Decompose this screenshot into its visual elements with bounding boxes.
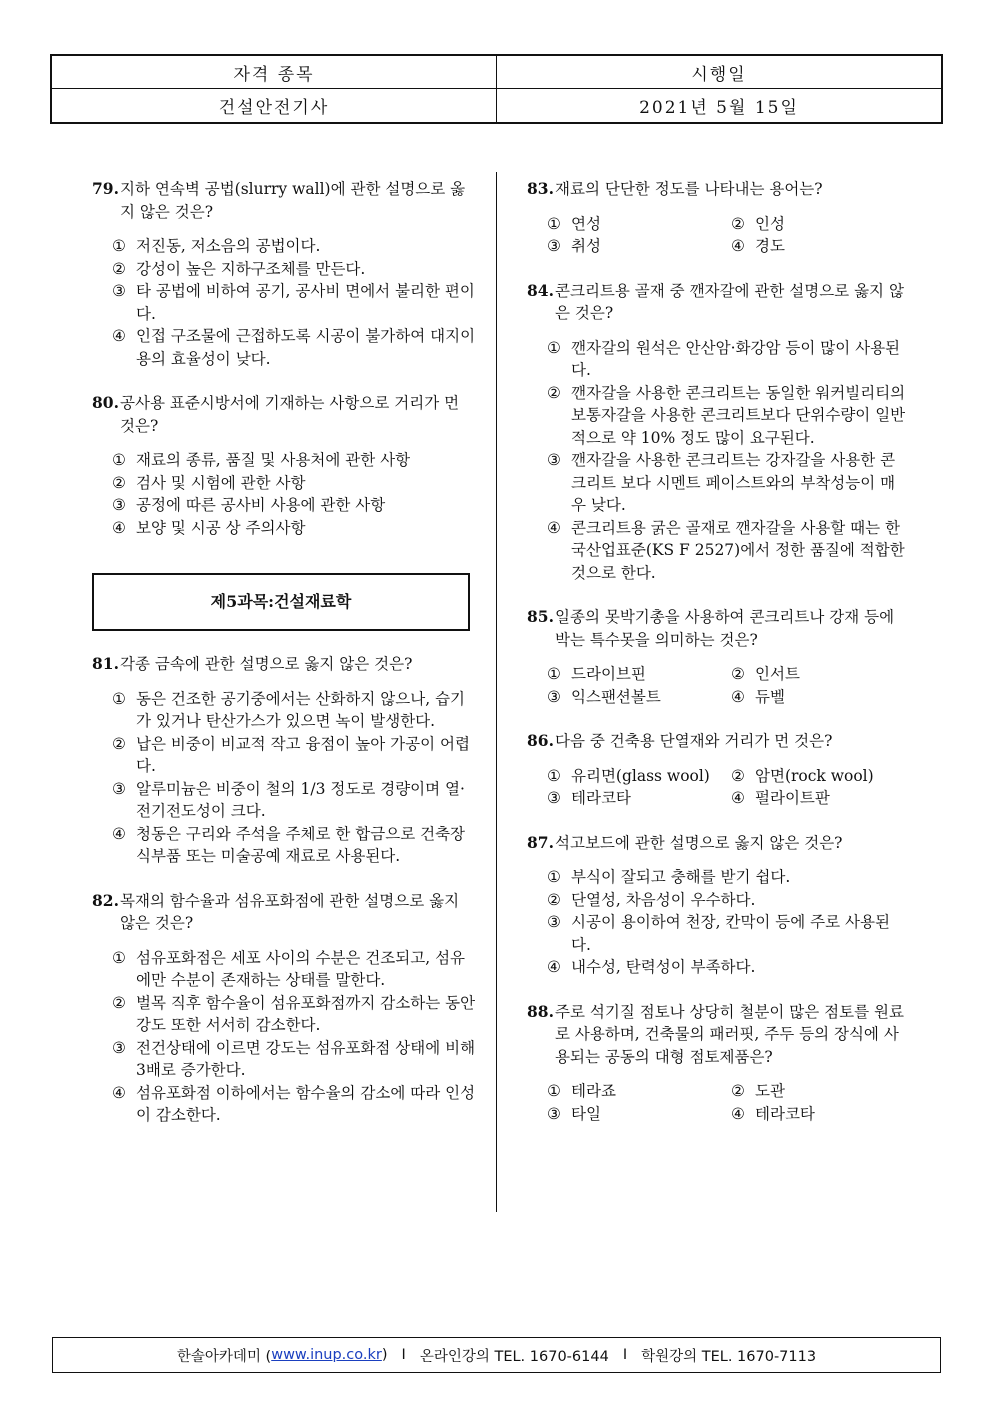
option-text: 도관 (755, 1082, 785, 1100)
option-text: 유리면(glass wool) (571, 766, 710, 785)
option-mark: ① (112, 451, 126, 469)
question-number: 85. (527, 607, 554, 626)
option-text: 인서트 (755, 665, 800, 683)
question-text: 재료의 단단한 정도를 나타내는 용어는? (555, 180, 823, 198)
option-text: 청동은 구리와 주석을 주체로 한 합금으로 건축장식부품 또는 미술공예 재료로 사용된다. (136, 824, 466, 865)
option (527, 449, 907, 517)
option-mark: ① (547, 868, 561, 886)
question-number: 79. (92, 179, 119, 198)
option-mark: ① (547, 766, 561, 785)
option-mark: ② (112, 993, 126, 1012)
question-number: 81. (92, 654, 119, 673)
option-mark: ① (112, 237, 126, 255)
option-mark: ④ (731, 1104, 745, 1123)
option (527, 337, 907, 382)
option-mark: ③ (547, 789, 561, 807)
option-mark: ④ (547, 958, 561, 976)
question-number: 80. (92, 393, 119, 412)
option-mark: ④ (731, 687, 745, 706)
question-number: 86. (527, 731, 554, 750)
option-mark: ③ (112, 282, 126, 300)
option (547, 213, 731, 236)
option-text: 저진동, 저소음의 공법이다. (136, 237, 321, 255)
option (527, 866, 907, 889)
question-number: 88. (527, 1001, 554, 1021)
option-mark: ④ (731, 789, 745, 807)
question-text: 공사용 표준시방서에 기재하는 사항으로 거리가 먼 것은? (120, 394, 460, 435)
date-header: 시행일 (497, 56, 941, 89)
option-mark: ④ (112, 518, 126, 537)
academy-lecture-phone: 학원강의 TEL. 1670-7113 (641, 1348, 817, 1365)
question-text: 다음 중 건축용 단열재와 거리가 먼 것은? (555, 732, 833, 750)
option (731, 787, 907, 810)
option-text: 납은 비중이 비교적 작고 융점이 높아 가공이 어렵다. (136, 734, 470, 775)
option-text: 깬자갈을 사용한 콘크리트는 동일한 워커빌리티의 보통자갈을 사용한 콘크리트보다 단위수량이 일반적으로 약 10% 정도 많이 요구된다. (571, 383, 906, 447)
option (527, 956, 907, 979)
exam-info-table (50, 54, 943, 124)
option-text: 단열성, 차음성이 우수하다. (571, 890, 756, 909)
option-mark: ③ (547, 1104, 561, 1123)
option-text: 경도 (755, 237, 785, 255)
question-83 (527, 178, 907, 258)
option (92, 778, 477, 823)
question-text: 각종 금속에 관한 설명으로 옳지 않은 것은? (120, 655, 413, 673)
question-text: 석고보드에 관한 설명으로 옳지 않은 것은? (555, 833, 843, 852)
option (92, 688, 477, 733)
option-text: 전건상태에 이르면 강도는 섬유포화점 상태에 비해 3배로 증가한다. (136, 1038, 476, 1079)
option-text: 드라이브핀 (571, 665, 646, 683)
option-text: 보양 및 시공 상 주의사항 (136, 518, 306, 537)
option-mark: ③ (112, 496, 126, 514)
option-text: 벌목 직후 함수율이 섬유포화점까지 감소하는 동안 강도 또한 서서히 감소한다. (136, 993, 476, 1034)
option (527, 517, 907, 585)
question-87 (527, 832, 907, 979)
option-mark: ② (731, 1082, 745, 1100)
option-text: 강성이 높은 지하구조체를 만든다. (136, 259, 366, 278)
footer-separator: I (401, 1347, 406, 1363)
question-81 (92, 653, 477, 868)
option (527, 382, 907, 450)
option-text: 깬자갈을 사용한 콘크리트는 강자갈을 사용한 콘크리트 보다 시멘트 페이스트와의 부착성능이 매우 낮다. (571, 451, 896, 514)
option-mark: ② (112, 473, 126, 492)
option-text: 콘크리트용 굵은 골재로 깬자갈을 사용할 때는 한국산업표준(KS F 2527)에서 정한 품질에 적합한 것으로 한다. (571, 518, 905, 582)
option-mark: ③ (547, 237, 561, 255)
question-text: 목재의 함수율과 섬유포화점에 관한 설명으로 옳지 않은 것은? (120, 891, 460, 932)
option-text: 섬유포화점 이하에서는 함수율의 감소에 따라 인성이 감소한다. (136, 1083, 476, 1124)
option (92, 235, 477, 258)
option (547, 787, 731, 810)
option-text: 연성 (571, 214, 601, 233)
option (92, 325, 477, 370)
option (92, 1037, 477, 1082)
option-mark: ③ (112, 779, 126, 798)
option-text: 인성 (755, 214, 785, 233)
academy-website-link[interactable]: www.inup.co.kr (271, 1347, 382, 1363)
section-title-box: 제5과목:건설재료학 (92, 573, 470, 631)
option (92, 449, 477, 472)
online-lecture-phone: 온라인강의 TEL. 1670-6144 (419, 1348, 609, 1365)
option-mark: ② (731, 766, 745, 785)
option-text: 동은 건조한 공기중에서는 산화하지 않으나, 습기가 있거나 탄산가스가 있으면 녹이 발생한다. (136, 689, 466, 730)
subject-value: 건설안전기사 (52, 89, 497, 122)
option-mark: ③ (112, 1038, 126, 1057)
option-text: 시공이 용이하여 천장, 칸막이 등에 주로 사용된다. (571, 913, 890, 954)
question-82 (92, 890, 477, 1127)
option (731, 1103, 907, 1126)
option (92, 258, 477, 281)
option-mark: ① (112, 689, 126, 708)
option (527, 889, 907, 912)
option (731, 235, 907, 258)
option (547, 1080, 731, 1103)
option-mark: ② (112, 259, 126, 278)
option-mark: ① (112, 948, 126, 967)
question-88 (527, 1001, 907, 1126)
option (92, 472, 477, 495)
option-mark: ④ (547, 518, 561, 537)
option-mark: ③ (547, 687, 561, 706)
footer-bar (52, 1337, 941, 1373)
option-text: 깬자갈의 원석은 안산암·화강암 등이 많이 사용된다. (571, 338, 901, 379)
question-86 (527, 730, 907, 810)
option-mark: ③ (547, 451, 561, 469)
option-text: 암면(rock wool) (755, 766, 874, 785)
option-text: 검사 및 시험에 관한 사항 (136, 473, 306, 492)
question-85 (527, 606, 907, 708)
option (731, 686, 907, 709)
option (92, 992, 477, 1037)
option-text: 취성 (571, 237, 601, 255)
option-mark: ① (547, 1082, 561, 1100)
option (92, 494, 477, 517)
option (92, 280, 477, 325)
footer-separator: I (622, 1347, 628, 1363)
option (547, 1103, 731, 1126)
option (731, 765, 907, 788)
option-mark: ② (731, 665, 745, 683)
option-text: 알루미늄은 비중이 철의 1/3 정도로 경량이며 열·전기전도성이 크다. (136, 779, 465, 820)
option-mark: ④ (112, 1083, 126, 1102)
subject-header: 자격 종목 (52, 56, 497, 89)
left-column (92, 178, 477, 1149)
option-mark: ④ (112, 327, 126, 345)
question-text: 지하 연속벽 공법(slurry wall)에 관한 설명으로 옳지 않은 것은? (120, 180, 466, 221)
option-mark: ② (731, 214, 745, 233)
option-mark: ③ (547, 913, 561, 931)
academy-name-close: ) (381, 1347, 388, 1363)
option (731, 1080, 907, 1103)
option (92, 517, 477, 540)
option-text: 섬유포화점은 세포 사이의 수분은 건조되고, 섬유에만 수분이 존재하는 상태를 말한다. (136, 948, 466, 989)
option-text: 인접 구조물에 근접하도록 시공이 불가하여 대지이용의 효율성이 낮다. (136, 327, 476, 368)
option (92, 733, 477, 778)
date-value: 2021년 5월 15일 (639, 98, 799, 118)
option-text: 타일 (571, 1104, 601, 1123)
option (731, 213, 907, 236)
option (731, 663, 907, 686)
option-mark: ① (547, 338, 561, 357)
question-80 (92, 392, 477, 539)
option-text: 타 공법에 비하여 공기, 공사비 면에서 불리한 편이다. (136, 282, 475, 323)
option-mark: ② (112, 734, 126, 753)
right-column (527, 178, 907, 1147)
question-text: 콘크리트용 골재 중 깬자갈에 관한 설명으로 옳지 않은 것은? (555, 281, 904, 322)
option (527, 911, 907, 956)
question-text: 주로 석기질 점토나 상당히 철분이 많은 점토를 원료로 사용하며, 건축물의 패러핏, 주두 등의 장식에 사용되는 공동의 대형 점토제품은? (555, 1002, 904, 1066)
option-mark: ② (547, 383, 561, 402)
option-mark: ① (547, 214, 561, 233)
option (92, 1082, 477, 1127)
option-text: 테라코타 (755, 1104, 815, 1123)
option (547, 663, 731, 686)
option (92, 947, 477, 992)
option-mark: ④ (731, 237, 745, 255)
option (547, 686, 731, 709)
question-number: 82. (92, 890, 119, 910)
option (547, 235, 731, 258)
question-79 (92, 178, 477, 370)
option-text: 듀벨 (755, 687, 785, 706)
option-text: 익스팬션볼트 (571, 687, 661, 706)
question-text: 일종의 못박기총을 사용하여 콘크리트나 강재 등에 박는 특수못을 의미하는 것은? (555, 608, 895, 649)
option-mark: ④ (112, 824, 126, 843)
option-mark: ② (547, 890, 561, 909)
question-84 (527, 280, 907, 585)
column-divider (496, 172, 497, 1212)
option-mark: ① (547, 665, 561, 683)
option-text: 테라코타 (571, 789, 631, 807)
option (92, 823, 477, 868)
option (547, 765, 731, 788)
option-text: 공정에 따른 공사비 사용에 관한 사항 (136, 496, 386, 514)
option-text: 내수성, 탄력성이 부족하다. (571, 958, 756, 976)
option-text: 재료의 종류, 품질 및 사용처에 관한 사항 (136, 451, 411, 469)
question-number: 84. (527, 280, 554, 300)
option-text: 테라죠 (571, 1082, 616, 1100)
academy-name: 한솔아카데미 ( (176, 1348, 272, 1365)
option-text: 부식이 잘되고 충해를 받기 쉽다. (571, 868, 791, 886)
option-text: 펄라이트판 (755, 789, 830, 807)
question-number: 83. (527, 179, 554, 198)
question-number: 87. (527, 832, 554, 852)
